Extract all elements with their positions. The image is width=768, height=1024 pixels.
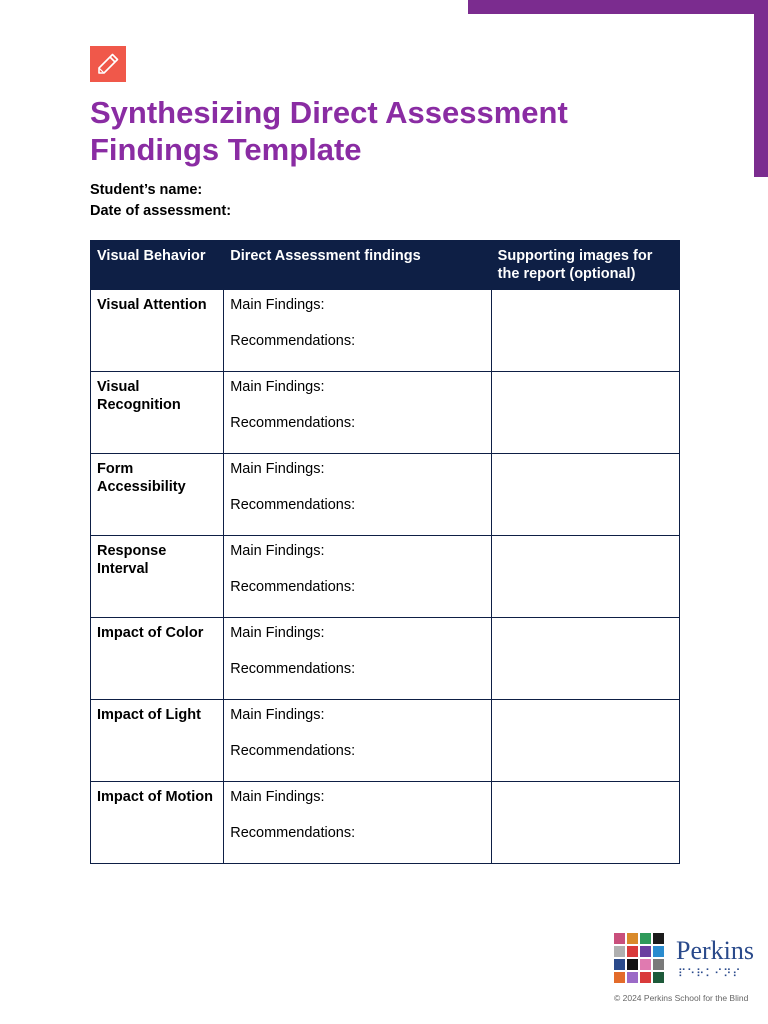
student-info: [90, 180, 231, 222]
main-findings-label: Main Findings:: [230, 297, 325, 313]
main-findings-label: Main Findings:: [230, 543, 325, 559]
logo-braille: ⠏⠑⠗⠅⠊⠝⠎: [678, 967, 742, 980]
findings-cell[interactable]: [224, 782, 491, 864]
top-accent-bar: [468, 0, 768, 14]
findings-cell[interactable]: [224, 700, 491, 782]
table-row: [91, 454, 680, 536]
main-findings-label: Main Findings:: [230, 707, 325, 723]
behavior-cell: Form Accessibility: [91, 454, 224, 536]
findings-cell[interactable]: [224, 536, 491, 618]
table-header-row: [91, 241, 680, 290]
side-accent-bar: [754, 0, 768, 177]
recommendations-label: Recommendations:: [230, 579, 356, 595]
pencil-icon: [90, 46, 126, 82]
behavior-cell: Impact of Color: [91, 618, 224, 700]
findings-cell[interactable]: [224, 372, 491, 454]
main-findings-label: Main Findings:: [230, 789, 325, 805]
recommendations-label: Recommendations:: [230, 661, 356, 677]
assessment-date-label: Date of assessment:: [90, 203, 232, 219]
logo-tiles: [614, 933, 670, 989]
supporting-images-cell[interactable]: [491, 454, 679, 536]
supporting-images-cell[interactable]: [491, 290, 679, 372]
main-findings-label: Main Findings:: [230, 461, 325, 477]
supporting-images-cell[interactable]: [491, 372, 679, 454]
student-name-label: Student’s name:: [90, 182, 203, 198]
findings-cell[interactable]: [224, 290, 491, 372]
recommendations-label: Recommendations:: [230, 497, 356, 513]
supporting-images-cell[interactable]: [491, 536, 679, 618]
behavior-cell: Impact of Motion: [91, 782, 224, 864]
main-findings-label: Main Findings:: [230, 379, 325, 395]
recommendations-label: Recommendations:: [230, 743, 356, 759]
recommendations-label: Recommendations:: [230, 333, 356, 349]
behavior-cell: Impact of Light: [91, 700, 224, 782]
supporting-images-cell[interactable]: [491, 700, 679, 782]
table-row: [91, 372, 680, 454]
perkins-logo: [614, 933, 754, 989]
behavior-cell: Response Interval: [91, 536, 224, 618]
page-title: Synthesizing Direct Assessment Findings Template: [90, 95, 568, 167]
table-row: [91, 700, 680, 782]
findings-cell[interactable]: [224, 454, 491, 536]
behavior-cell: Visual Attention: [91, 290, 224, 372]
logo-wordmark: Perkins: [676, 936, 754, 965]
copyright: © 2024 Perkins School for the Blind: [614, 993, 749, 1003]
supporting-images-cell[interactable]: [491, 618, 679, 700]
findings-cell[interactable]: [224, 618, 491, 700]
table-row: [91, 782, 680, 864]
supporting-images-cell[interactable]: [491, 782, 679, 864]
findings-table: [90, 240, 680, 864]
table-row: [91, 618, 680, 700]
recommendations-label: Recommendations:: [230, 825, 356, 841]
main-findings-label: Main Findings:: [230, 625, 325, 641]
table-row: [91, 290, 680, 372]
header-supporting-images: Supporting images for the report (optional): [491, 241, 679, 290]
header-direct-assessment: Direct Assessment findings: [224, 241, 491, 290]
table-row: [91, 536, 680, 618]
recommendations-label: Recommendations:: [230, 415, 356, 431]
behavior-cell: Visual Recognition: [91, 372, 224, 454]
header-visual-behavior: Visual Behavior: [91, 241, 224, 290]
